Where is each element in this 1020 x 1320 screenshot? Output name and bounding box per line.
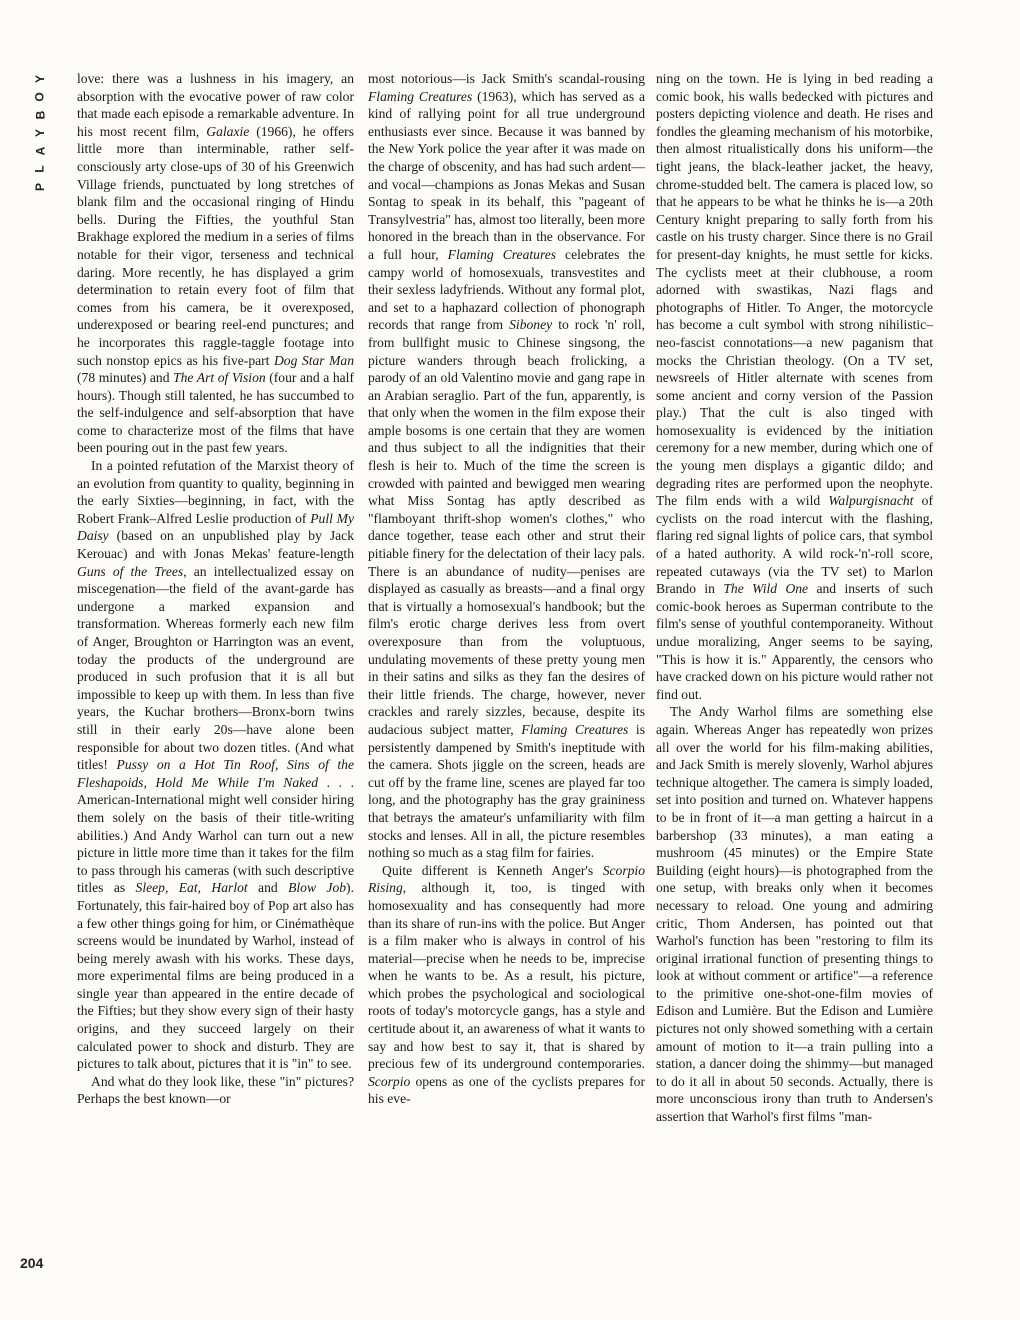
text-run: is persistently dampened by Smith's ineptitude with the camera. Shots jiggle on the screen, heads are cut off by the frame line, scenes are played far too long, and the photography has the gray graininess that betrays the amateur's unfamiliarity with film stocks and lenses. All in all, the picture resembles nothing so much as a stag film for fairies. [368, 721, 645, 861]
masthead-letter: O [33, 92, 47, 102]
italic-title: Pull My Daisy [77, 510, 354, 544]
italic-title: Guns of the Trees [77, 563, 184, 579]
masthead-letter: Y [32, 74, 47, 84]
text-run: (1963), which has served as a kind of rallying point for all true underground enthusiasts ever since. Because it was banned by the New York police the year after it was made on the charge of obscenity, and has had such ardent—and vocal—champions as Jonas Mekas and Susan Sontag to speak in its behalf, this "pageant of Transylvestria" has, almost too literally, been more honored in the breach than in the observance. For a full hour, [368, 88, 645, 262]
italic-title: Scorpio [368, 1073, 411, 1089]
text-run: and inserts of such comic-book heroes as Superman contribute to the film's sense of youthful contemporaneity. Without undue moralizing, Anger seems to be saying, "This is how it is." Apparently, the censors who have cracked down on his picture would rather not find out. [656, 581, 933, 702]
italic-title: The Art of Vision [173, 370, 266, 386]
text-run: And what do they look like, these "in" pictures? Perhaps the best known—or [77, 1073, 354, 1107]
text-run: , although it, too, is tinged with homosexuality and has consequently had more than its share of run-ins with the police. But Anger is a film maker who is always in control of his material—precise when he needs to be, imprecise when he wants to be. As a result, his picture, which probes the psychological and sociological roots of today's motorcycle gangs, has a style and certitude about it, an awareness of what it wants to say and how best to say it, that is shared by precious few of its underground contemporaries. [368, 880, 645, 1072]
text-run: most notorious—is Jack Smith's scandal-rousing [368, 71, 645, 86]
text-run: love: there was a lushness in his imagery, an absorption with the evocative power of raw color that made each episode a remarkable adventure. In his most recent film, [77, 71, 354, 139]
paragraph [368, 70, 645, 862]
page-number: 204 [20, 1255, 44, 1271]
text-column-2 [368, 70, 645, 1108]
italic-title: Flaming Creatures [368, 88, 473, 104]
text-run: to rock 'n' roll, from bullfight music to Chinese singsong, the picture wanders through beach frolicking, a parody of an old Valentino movie and gang rape in an Arabian seraglio. Part of the fun, apparently, is that only when the women in the film expose their ample bosoms is one certain that they are women and thus subject to all the indignities that their flesh is heir to. Much of the time the screen is crowded with painted and bewigged men wearing what Miss Sontag has aptly described as "flamboyant thrift-shop women's clothes," who dance together, tease each other and strut their pitiable finery for the delectation of their lacy pals. There is an abundance of nudity—penises are displayed as casually as breasts—and a final orgy that is virtually a homosexual's handbook; but the film's erotic charge derives less from overt overexposure than from the voluptuous, undulating movements of these pretty young men in their satins and silks as they fan the desires of their little friends. The charge, however, never crackles and rarely sizzles, because, despite its audacious subject matter, [368, 317, 645, 737]
text-run: Quite different is Kenneth Anger's [382, 862, 603, 878]
paragraph [77, 457, 354, 1073]
text-run: of cyclists on the road intercut with the flashing, flaring red signal lights of police cars, that symbol of a hated authority. A wild rock-'n'-roll score, repeated cutaways (via the TV set) to Marlon Brando in [656, 493, 933, 597]
masthead-letter: B [32, 110, 47, 120]
italic-title: Siboney [509, 317, 553, 333]
italic-title: Blow Job [288, 880, 347, 896]
masthead-letter: P [32, 182, 47, 192]
text-run: The Andy Warhol films are something else again. Whereas Anger has repeatedly won prizes all over the world for his film-making abilities, and Jack Smith is merely slovenly, Warhol abjures technique altogether. The camera is simply loaded, set into position and turned on. Whatever happens to be in front of it—a man getting a haircut in a barbershop (33 minutes), a man eating a mushroom (45 minutes) or the Empire State Building (eight hours)—is photographed from the one setup, with breaks only when it becomes necessary to reload. One young and admiring critic, Thom Andersen, has pointed out that Warhol's function has been "restoring to film its original irrational function of presenting things to look at without comment or artifice"—a reference to the primitive one-shot-one-film movies of Edison and Lumière. But the Edison and Lumière pictures not only showed something with a certain amount of motion to it—a train pulling into a station, a dancer doing the shimmy—but managed to do it all in about 50 seconds. Actually, there is more unconscious irony than truth to Andersen's assertion that Warhol's first films "man- [656, 704, 933, 1125]
paragraph [656, 70, 933, 703]
text-run: and [247, 880, 289, 896]
masthead-letter: Y [32, 128, 47, 138]
italic-title: Dog Star Man [273, 352, 354, 368]
masthead-letter: A [32, 146, 47, 156]
text-run: . . . American-International might well consider hiring them solely on the basis of their title-writing abilities.) And Andy Warhol can turn out a new picture in little more time than it takes for the film to pass through his cameras (with such descriptive titles as [77, 774, 355, 896]
italic-title: Flaming Creatures [521, 721, 629, 737]
paragraph [656, 703, 933, 1125]
text-run: (78 minutes) and [77, 370, 174, 386]
text-run: (based on an unpublished play by Jack Kerouac) and with Jonas Mekas' feature-length [77, 528, 354, 562]
masthead-letter: L [33, 165, 47, 173]
italic-title: Scorpio Rising [368, 862, 645, 896]
text-column-1 [77, 70, 354, 1108]
italic-title: Pussy on a Hot Tin Roof, Sins of the Fleshapoids, Hold Me While I'm Naked [77, 757, 354, 790]
paragraph [368, 862, 645, 1108]
magazine-masthead [28, 70, 52, 196]
italic-title: Flaming Creatures [447, 246, 557, 262]
text-run: , an intellectualized essay on miscegenation—the field of the avant-garde has undergone a marked expansion and transformation. Whereas formerly each new film of Anger, Broughton or Harrington was an event, today the products of the underground are produced in such profusion that it is all but impossible to keep up with them. In less than five years, the Kuchar brothers—Bronx-born twins still in their early 20s—have alone been responsible for about two dozen titles. (And what titles! [77, 563, 355, 773]
text-run: ning on the town. He is lying in bed reading a comic book, his walls bedecked with pictures and posters depicting violence and death. He rises and fondles the gleaming mechanism of his motorbike, then almost ritualistically dons his uniform—the tight jeans, the black-leather jacket, the heavy, chrome-studded belt. The camera is placed low, so that he appears to be what he thinks he is—a 20th Century knight preparing to sally forth from his castle on his trusty charger. Since there is no Grail for present-day knights, he must settle for kicks. The cyclists meet at their clubhouse, a room adorned with swastikas, Nazi flags and photographs of Hitler. To Anger, the motorcycle has become a cult symbol with strong nihilistic–neo-fascist connotations—a new paganism that mocks the Christian theology. (On a TV set, newsreels of Hitler alternate with scenes from some ancient and corny version of the Passion play.) That the cult is also tinged with homosexuality is evidenced by the initiation ceremony for a new member, during which one of the young men displays a gigantic dildo; and degrading rites are performed upon the neophyte. The film ends with a wild [656, 71, 933, 509]
text-run: (1966), he offers little more than interminable, rather self-consciously arty close-ups of 30 of his Greenwich Village friends, punctuated by long stretches of blank film and the occasional ringing of Hindu bells. During the Fifties, the youthful Stan Brakhage explored the medium in a series of films notable for their vigor, terseness and technical daring. More recently, he has displayed a grim determination to retain every foot of film that comes from his camera, be it overexposed, underexposed or bearing reel-end punctures; and he incorporates this raggle-taggle footage into such nonstop epics as his five-part [77, 123, 354, 368]
text-run: (four and a half hours). Though still talented, he has succumbed to the self-indulgence and self-absorption that have come to characterize most of the films that have been pouring out in the past few years. [77, 370, 354, 456]
paragraph [77, 70, 354, 457]
text-run: opens as one of the cyclists prepares for his eve- [368, 1073, 645, 1107]
italic-title: Walpurgisnacht [828, 493, 914, 509]
italic-title: Galaxie [206, 123, 250, 139]
text-run: In a pointed refutation of the Marxist theory of an evolution from quantity to quality, beginning in the early Sixties—beginning, in fact, with the Robert Frank–Alfred Leslie production of [77, 458, 354, 526]
paragraph [77, 1073, 354, 1108]
text-run: ). Fortunately, this fair-haired boy of Pop art also has a few other things going for him, or Cinémathèque screens would be inundated by Warhol, instead of being merely awash with his works. These days, more experimental films are being produced in a single year than appeared in the entire decade of the Fifties; but they show every sign of their hasty origins, and they succeed largely on their calculated power to shock and disturb. They are pictures to talk about, pictures that it is "in" to see. [77, 880, 354, 1072]
text-column-3 [656, 70, 933, 1126]
italic-title: The Wild One [723, 581, 809, 597]
text-run: celebrates the campy world of homosexuals, transvestites and their sexless ladyfriends. Without any formal plot, and set to a haphazard collection of phonograph records that range from [368, 246, 645, 333]
italic-title: Sleep, Eat, Harlot [135, 880, 248, 896]
